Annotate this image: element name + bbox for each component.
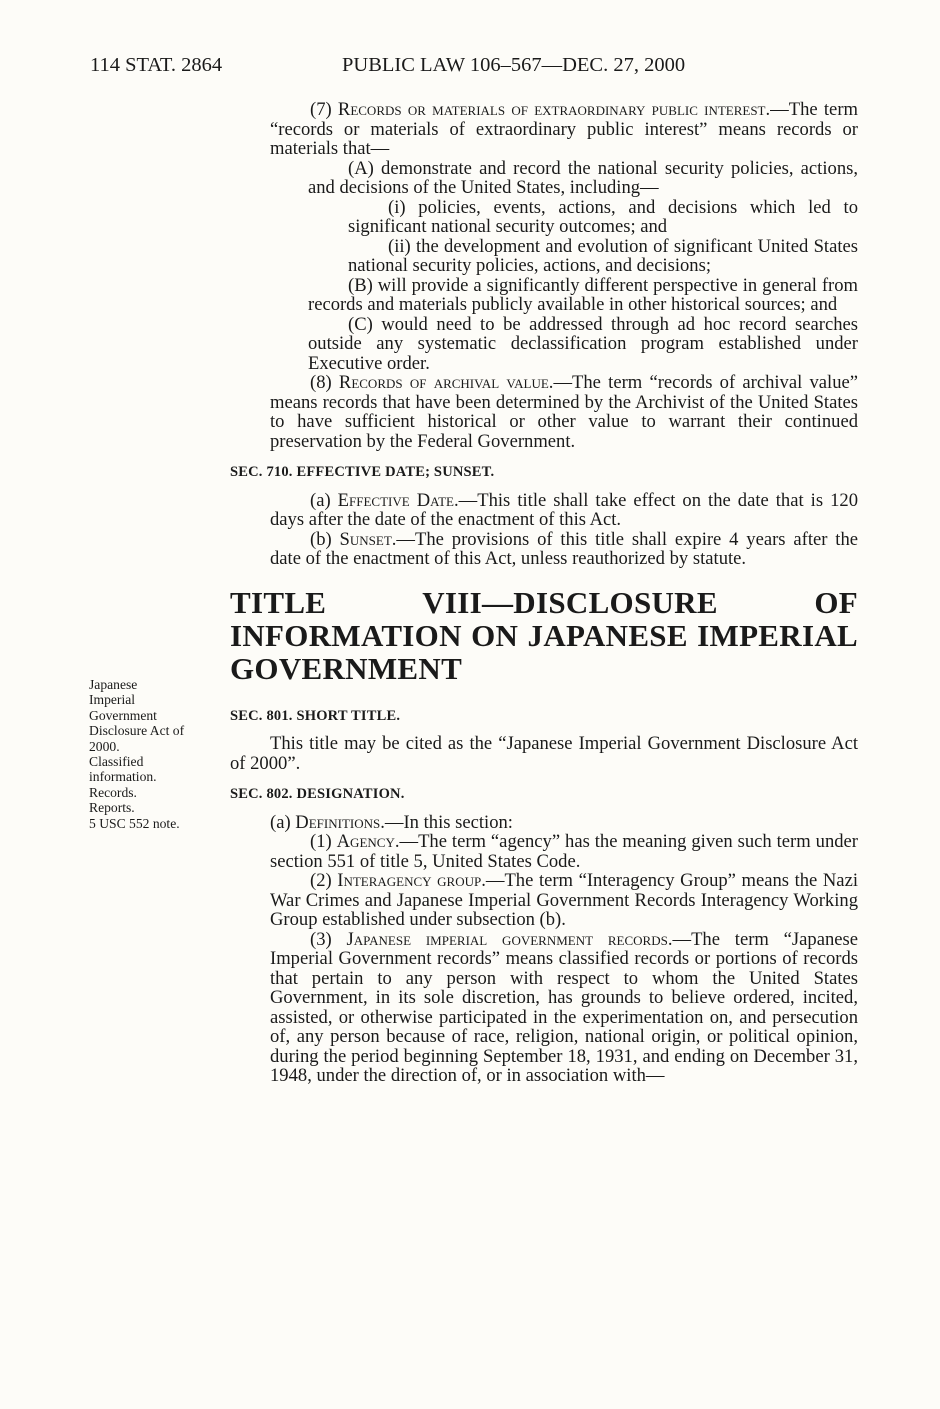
paragraph-caption: Definitions.	[295, 811, 385, 833]
section-710-b	[230, 530, 858, 569]
section-801-text: This title may be cited as the “Japanese Imperial Government Disclosure Act of 2000”.	[230, 733, 858, 774]
paragraph-number: (2)	[310, 870, 338, 891]
paragraph-7	[230, 100, 858, 159]
paragraph-text: —In this section:	[384, 811, 513, 833]
paragraph-caption: Interagency group.	[337, 870, 486, 891]
paragraph-text: —The provisions of this title shall expire 4 years after the date of the enactment of this Act, unless reauthorized by statute.	[270, 528, 858, 569]
section-802-a	[230, 813, 858, 833]
paragraph-number: (a)	[270, 811, 296, 833]
paragraph-text: —The term “Japanese Imperial Government records” means classified records or portions of records that pertain to any person with respect to whom the United States Government, in its sole discretion, has grounds to believe ordered, incited, assisted, or otherwise participated in the experimentation on, and persecution of, any person because of race, religion, national origin, or political opinion, during the period beginning September 18, 1931, and ending on December 31, 1948, under the direction of, or in association with—	[270, 928, 858, 1086]
paragraph-number: (b)	[310, 528, 340, 550]
paragraph-caption: Agency.	[336, 831, 400, 852]
paragraph-7-A-i: (i) policies, events, actions, and decisions which led to significant national security outcomes; and	[348, 196, 858, 237]
paragraph-number: (7)	[310, 99, 338, 120]
margin-note-line: 5 USC 552 note.	[89, 815, 180, 831]
margin-note-line: Reports.	[89, 800, 135, 816]
paragraph-7-C: (C) would need to be addressed through ad hoc record searches outside any systematic declassification program established under Executive order.	[308, 313, 858, 374]
public-law-header: PUBLIC LAW 106–567—DEC. 27, 2000	[342, 54, 686, 76]
paragraph-caption: Sunset.	[339, 528, 397, 550]
margin-note-line: Records.	[89, 784, 137, 800]
paragraph-8	[230, 373, 858, 451]
paragraph-number: (3)	[310, 928, 347, 950]
section-710-a	[230, 491, 858, 530]
margin-note-line: Classified	[89, 754, 144, 770]
paragraph-number: (1)	[310, 831, 337, 852]
margin-note-line: Government	[89, 707, 157, 723]
paragraph-caption: Japanese imperial government records.	[346, 928, 673, 950]
definition-1	[230, 832, 858, 871]
paragraph-text: —This title shall take effect on the date that is 120 days after the date of the enactment of this Act.	[270, 489, 858, 530]
paragraph-caption: Records or materials of extraordinary public interest.	[337, 99, 771, 120]
running-header	[90, 54, 860, 84]
paragraph-7-B: (B) will provide a significantly different perspective in general from records and materials publicly available in other historical sources; and	[308, 274, 858, 315]
paragraph-7-A: (A) demonstrate and record the national security policies, actions, and decisions of the United States, including—	[308, 157, 858, 198]
paragraph-7-A-ii: (ii) the development and evolution of significant United States national security policies, actions, and decisions;	[348, 235, 858, 276]
margin-note-line: 2000.	[89, 738, 120, 754]
definition-2	[230, 871, 858, 930]
paragraph-text: —The term “Interagency Group” means the Nazi War Crimes and Japanese Imperial Government Records Interagency Working Group established under subsection (b).	[270, 870, 858, 930]
paragraph-caption: Records of archival value.	[338, 372, 554, 393]
margin-note-line: information.	[89, 769, 157, 785]
margin-note	[89, 677, 224, 831]
statute-body	[230, 100, 858, 1086]
paragraph-text: —The term “agency” has the meaning given such term under section 551 of title 5, United States Code.	[270, 831, 858, 872]
paragraph-text: —The term “records or materials of extraordinary public interest” means records or materials that—	[270, 99, 858, 159]
title-viii-heading: TITLE VIII—DISCLOSURE OF INFORMATION ON JAPANESE IMPERIAL GOVERNMENT	[230, 584, 858, 686]
margin-note-line: Disclosure Act of	[89, 723, 185, 739]
section-710-heading: SEC. 710. EFFECTIVE DATE; SUNSET.	[230, 464, 495, 480]
section-801-heading: SEC. 801. SHORT TITLE.	[230, 707, 401, 724]
paragraph-number: (8)	[310, 372, 339, 393]
definition-3	[230, 930, 858, 1086]
paragraph-text: —The term “records of archival value” means records that have been determined by the Archivist of the United States to have sufficient historical or other value to warrant their continued preservation by the Federal Government.	[270, 372, 859, 452]
paragraph-number: (a)	[310, 489, 338, 511]
section-802-heading: SEC. 802. DESIGNATION.	[230, 786, 405, 802]
paragraph-caption: Effective Date.	[337, 489, 459, 511]
page-statute-cite: 114 STAT. 2864	[90, 54, 223, 76]
margin-note-line: Imperial	[89, 692, 136, 708]
margin-note-line: Japanese	[89, 677, 138, 692]
